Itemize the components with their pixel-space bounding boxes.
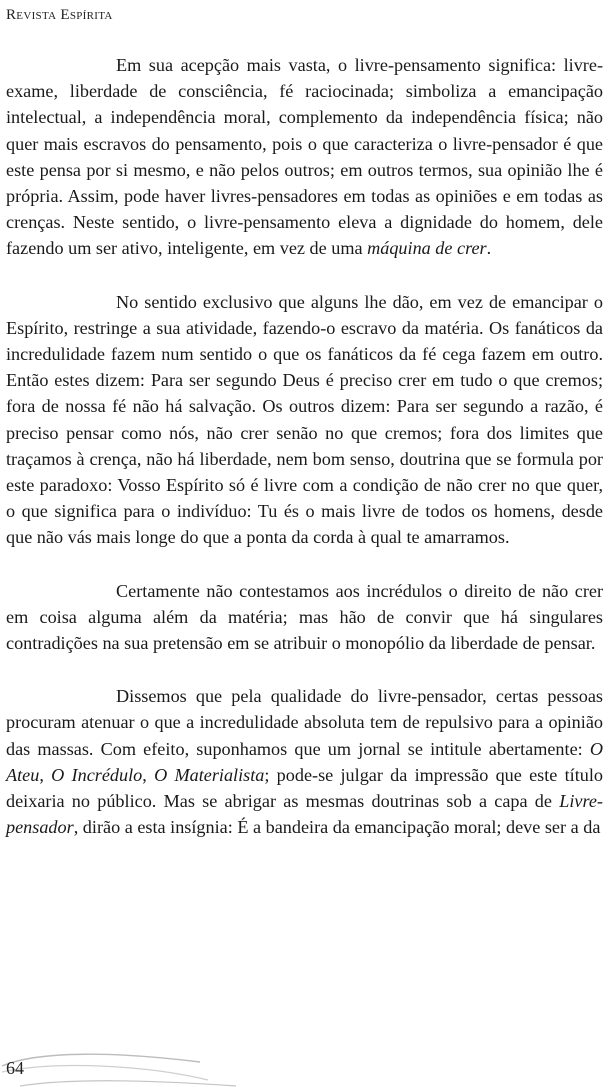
paragraph-text: ; pode-se julgar da impressão que este título deixaria no público. Mas se abrigar as mesmas doutrinas sob a capa de — [6, 764, 604, 812]
paragraph-text: , dirão a esta insígnia: É a bandeira da emancipação moral; deve ser a da — [73, 817, 601, 838]
page-number: 64 — [6, 1058, 24, 1078]
paragraph-text: Em sua acepção mais vasta, o livre-pensamento significa: livre-exame, liberdade de consciência, fé raciocinada; simboliza a emancipação intelectual, a independência moral, complemento da independência física; não quer mais escravos do pensamento, pois o que caracteriza o livre-pensador é que este pensa por si mesmo, e não pelos outros; em outros termos, sua opinião lhe é própria. Assim, pode haver livres-pensadores em todas as opiniões e em todas as crenças. Neste sentido, o livre-pensamento eleva a dignidade do homem, dele fazendo um ser ativo, inteligente, em vez de uma — [6, 55, 603, 259]
italic-text: O Incrédulo — [51, 764, 143, 785]
italic-text: máquina de crer — [367, 238, 487, 259]
body-paragraph — [6, 578, 603, 657]
running-header: Revista Espírita — [6, 7, 113, 23]
body-paragraph — [6, 52, 603, 262]
italic-text: O Materialista — [154, 764, 265, 785]
article-body — [6, 52, 603, 840]
decorative-swoosh — [0, 1000, 240, 1087]
paragraph-text: No sentido exclusivo que alguns lhe dão, em vez de emancipar o Espírito, restringe a sua atividade, fazendo-o escravo da matéria. Os fanáticos da incredulidade fazem num sentido o que os fanáticos da fé cega fazem em outro. Então estes dizem: Para ser segundo Deus é preciso crer em tudo o que cremos; fora de nossa fé não há salvação. Os outros dizem: Para ser segundo a razão, é preciso pensar como nós, não crer senão no que cremos; fora dos limites que traçamos à crença, não há liberdade, nem bom senso, doutrina que se formula por este paradoxo: Vosso Espírito só é livre com a condição de não crer no que quer, o que significa para o indivíduo: Tu és o mais livre de todos os homens, desde que não vás mais longe do que a ponta da corda à qual te amarramos. — [6, 291, 603, 548]
body-paragraph — [6, 289, 603, 551]
body-paragraph — [6, 683, 603, 840]
paragraph-text: . — [486, 238, 492, 259]
italic-text: O Ateu — [6, 738, 603, 785]
paragraph-text: Certamente não contestamos aos incrédulos o direito de não crer em coisa alguma além da matéria; mas hão de convir que há singulares contradições na sua pretensão em se atribuir o monopólio da liberdade de pensar. — [6, 580, 603, 654]
paragraph-text: Dissemos que pela qualidade do livre-pensador, certas pessoas procuram atenuar o que a incredulidade absoluta tem de repulsivo para a opinião das massas. Com efeito, suponhamos que um jornal se intitule abertamente: — [6, 686, 603, 759]
paragraph-text: , — [39, 764, 52, 785]
paragraph-text: , — [142, 764, 155, 785]
italic-text: Livre-pensador — [6, 791, 603, 838]
